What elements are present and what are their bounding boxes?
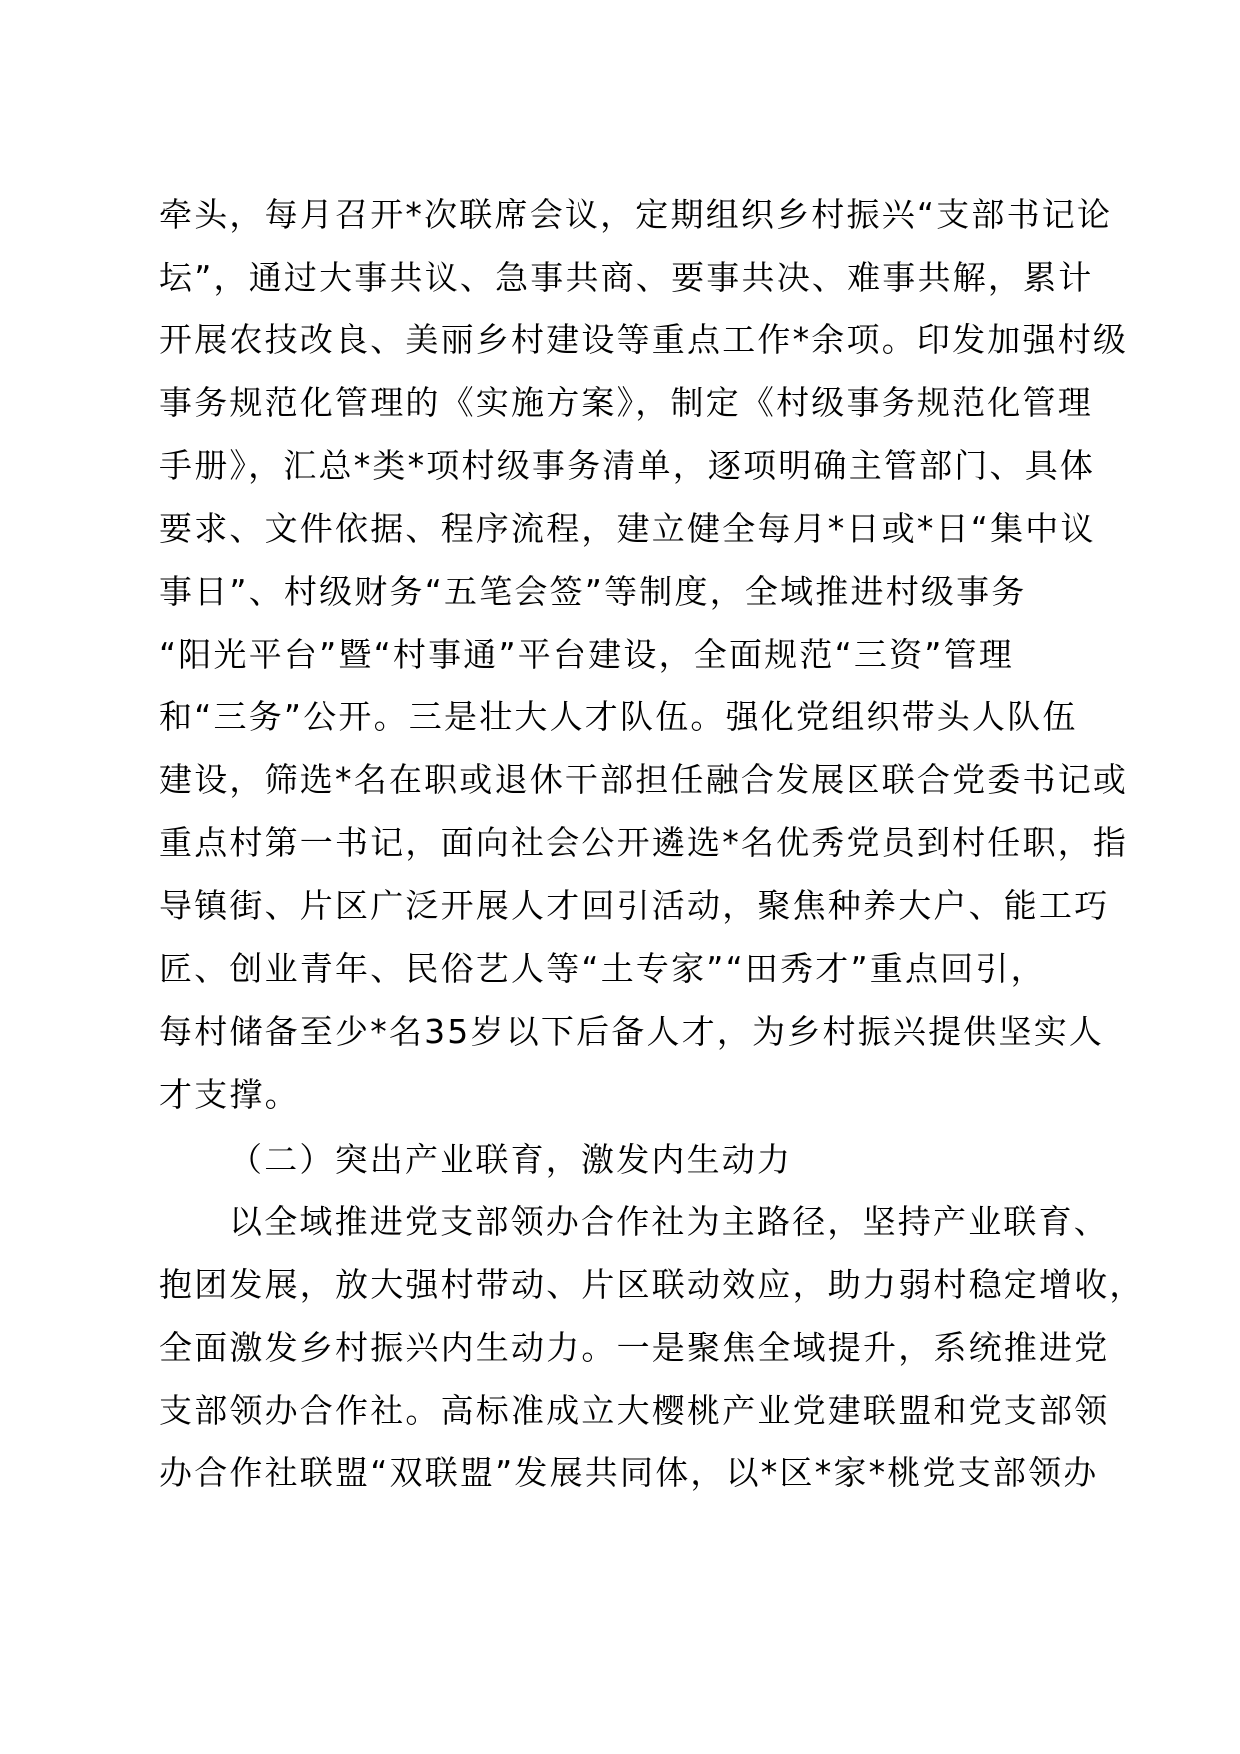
text-line: 支部领办合作社。高标准成立大樱桃产业党建联盟和党支部领 [159,1391,1110,1430]
text-line: “阳光平台”暨“村事通”平台建设，全面规范“三资”管理 [159,635,1014,674]
text-line: 事务规范化管理的《实施方案》，制定《村级事务规范化管理 [159,383,1093,422]
text-line: 要求、文件依据、程序流程，建立健全每月*日或*日“集中议 [159,509,1096,548]
text-line: 坛”，通过大事共议、急事共商、要事共决、难事共解，累计 [159,258,1094,297]
text-line: 导镇街、片区广泛开展人才回引活动，聚焦种养大户、能工巧 [159,886,1110,925]
text-line: 抱团发展，放大强村带动、片区联动效应，助力弱村稳定增收， [159,1265,1145,1304]
text-line: 全面激发乡村振兴内生动力。一是聚焦全域提升，系统推进党 [159,1328,1110,1367]
text-line: 建设，筛选*名在职或退休干部担任融合发展区联合党委书记或 [159,760,1129,799]
text-line: 办合作社联盟“双联盟”发展共同体，以*区*家*桃党支部领办 [159,1453,1099,1492]
text-line: 每村储备至少*名35岁以下后备人才，为乡村振兴提供坚实人 [159,1012,1105,1051]
text-line: 才支撑。 [159,1075,300,1114]
text-line: 开展农技改良、美丽乡村建设等重点工作*余项。印发加强村级 [159,320,1129,359]
text-line: 以全域推进党支部领办合作社为主路径，坚持产业联育、 [229,1202,1109,1241]
text-line: 匠、创业青年、民俗艺人等“土专家”“田秀才”重点回引， [159,949,1046,988]
text-line: 事日”、村级财务“五笔会签”等制度，全域推进村级事务 [159,572,1027,611]
text-line: 牵头，每月召开*次联席会议，定期组织乡村振兴“支部书记论 [159,195,1113,234]
text-line: 和“三务”公开。三是壮大人才队伍。强化党组织带头人队伍 [159,697,1078,736]
text-line: 重点村第一书记，面向社会公开遴选*名优秀党员到村任职，指 [159,823,1129,862]
text-line: 手册》，汇总*类*项村级事务清单，逐项明确主管部门、具体 [159,446,1096,485]
section-heading: （二）突出产业联育，激发内生动力 [229,1140,793,1179]
